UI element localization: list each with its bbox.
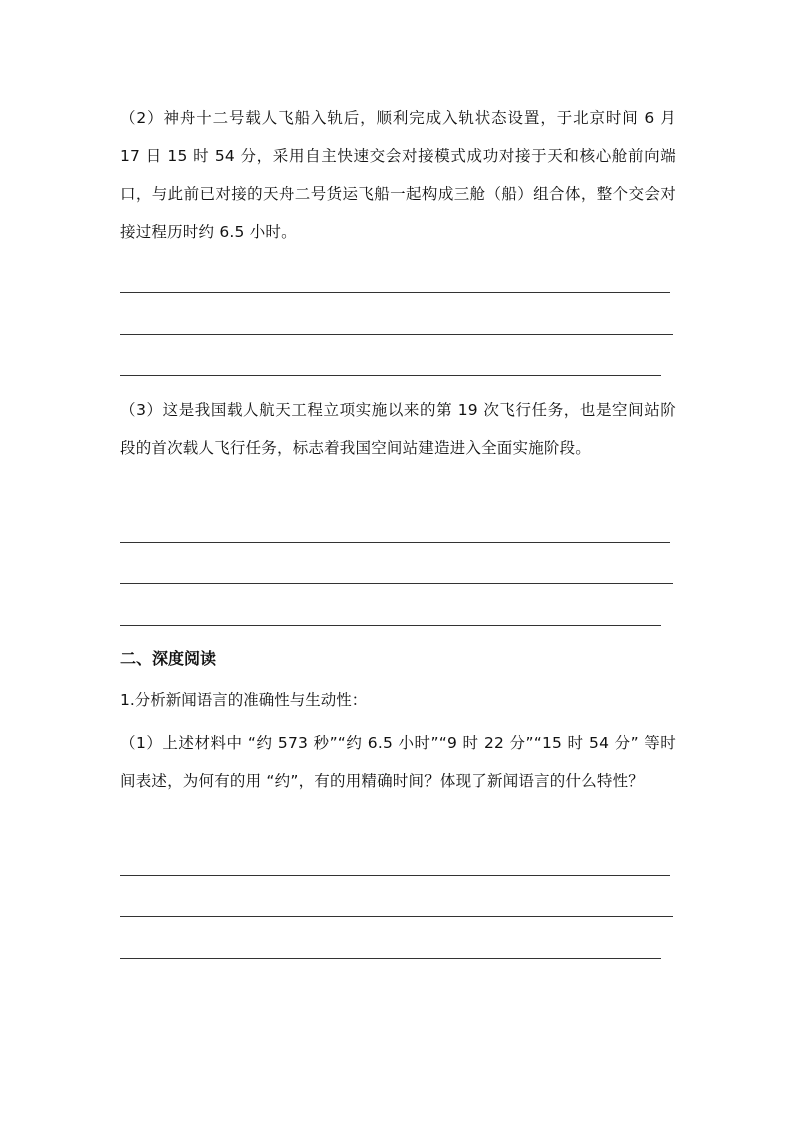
answer-line [120, 375, 661, 376]
answer-line [120, 958, 661, 959]
answer-line [120, 875, 670, 876]
paragraph-item-3: （3）这是我国载人航天工程立项实施以来的第 19 次飞行任务，也是空间站阶段的首次载人飞行任务，标志着我国空间站建造进入全面实施阶段。 [120, 401, 676, 457]
answer-line [120, 292, 670, 293]
question-title: 1.分析新闻语言的准确性与生动性： [120, 691, 368, 709]
answer-line [120, 334, 673, 335]
question-item-1: （1）上述材料中 “约 573 秒”“约 6.5 小时”“9 时 22 分”“15 时 54 分” 等时间表述，为何有的用 “约”，有的用精确时间？体现了新闻语言的什么特性？ [120, 734, 676, 790]
answer-line [120, 542, 670, 543]
answer-line [120, 625, 661, 626]
section-heading: 二、深度阅读 [120, 649, 217, 668]
answer-line [120, 916, 673, 917]
paragraph-item-2: （2）神舟十二号载人飞船入轨后，顺利完成入轨状态设置，于北京时间 6 月 17 日 15 时 54 分，采用自主快速交会对接模式成功对接于天和核心舱前向端口，与此前已对接的天舟二号货运飞船一起构成三舱（船）组合体，整个交会对接过程历时约 6.5 小时。 [120, 109, 676, 241]
answer-line [120, 583, 673, 584]
